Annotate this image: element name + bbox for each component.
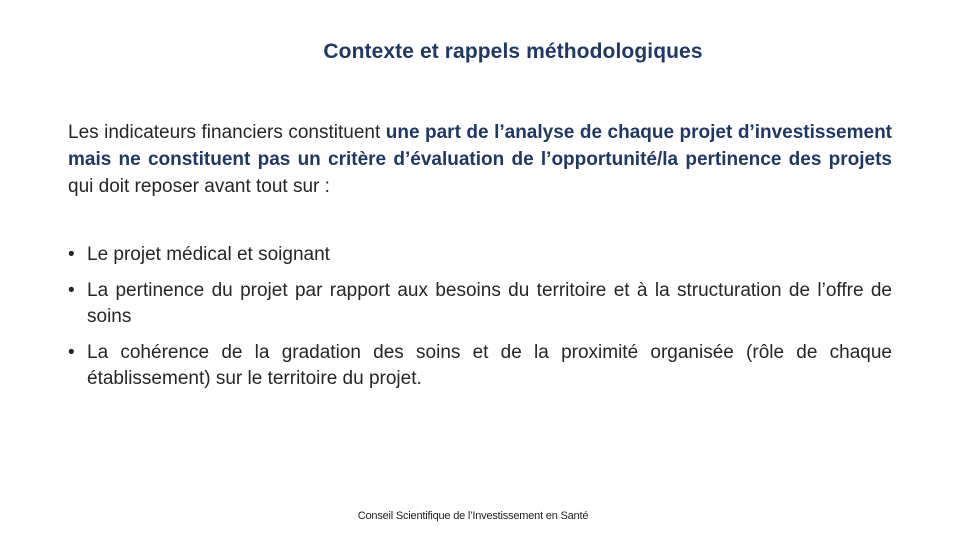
slide-title: Contexte et rappels méthodologiques — [323, 40, 703, 63]
intro-text-start: Les indicateurs financiers constituent — [68, 122, 386, 143]
intro-text-emphasis: une part de l’analyse de chaque projet d’investissement mais ne constituent pas un critère d’évaluation de l’opportunité/la pertinence des projets — [68, 122, 893, 170]
bullet-icon: • — [68, 244, 75, 265]
bullet-icon: • — [68, 280, 75, 301]
bullet-list — [68, 242, 892, 402]
bullet-item-projet-medical — [68, 242, 892, 268]
bullet-text: La cohérence de la gradation des soins et de la proximité organisée (rôle de chaque établissement) sur le territoire du projet. — [87, 342, 892, 389]
intro-text-end: qui doit reposer avant tout sur : — [68, 176, 330, 197]
bullet-text: La pertinence du projet par rapport aux besoins du territoire et à la structuration de l’offre de soins — [87, 280, 892, 327]
bullet-icon: • — [68, 342, 75, 363]
slide-footer: Conseil Scientifique de l’Investissement en Santé — [357, 510, 589, 522]
bullet-item-coherence — [68, 340, 892, 392]
bullet-text: Le projet médical et soignant — [87, 244, 330, 265]
intro-paragraph — [68, 119, 892, 200]
bullet-item-pertinence — [68, 278, 892, 330]
